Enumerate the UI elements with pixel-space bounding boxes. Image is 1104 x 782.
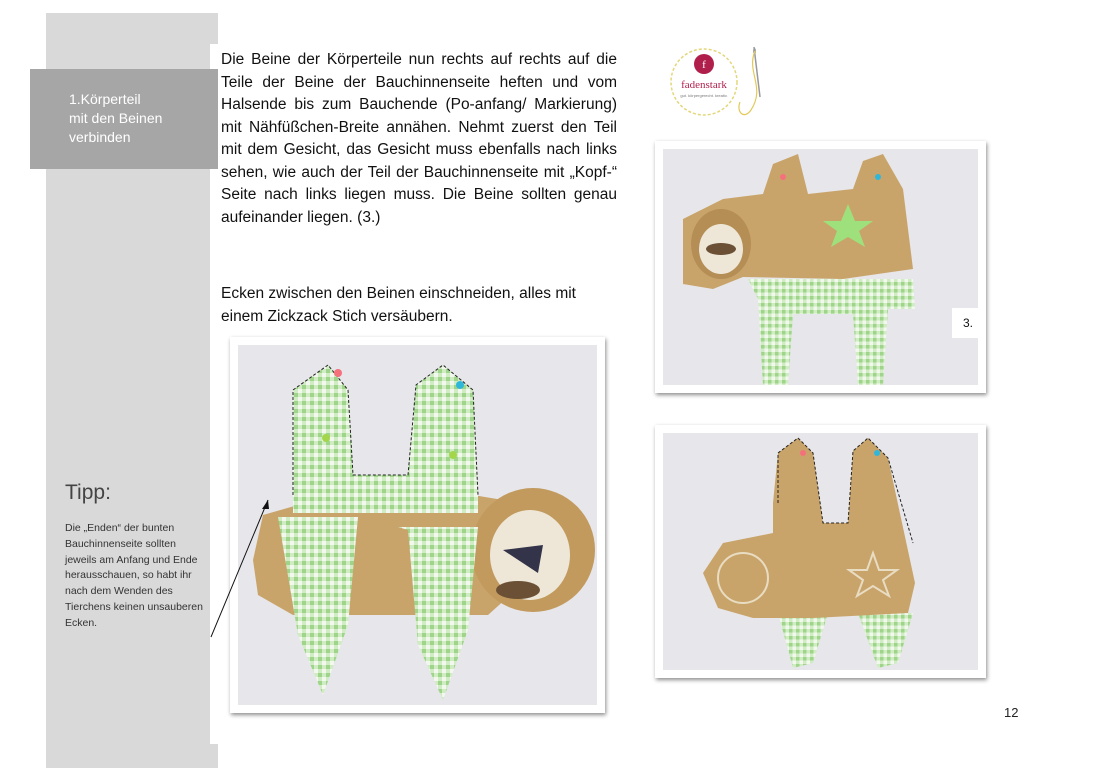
instruction-paragraph-2: Ecken zwischen den Beinen einschneiden, alles mit einem Zickzack Stich versäubern. — [221, 285, 576, 325]
svg-text:f: f — [702, 59, 706, 71]
fadenstark-logo — [666, 42, 776, 122]
photo-main — [230, 337, 605, 713]
photo-label: 3. — [952, 308, 984, 338]
photo-step-3 — [655, 141, 986, 393]
instruction-paragraph-1: Die Beine der Körperteile nun rechts auf rechts auf die Teile der Beine der Bauchinnenseite heften und vom Halsende bis zum Bauchende (Po-anfang/ Markierung) mit Nähfüßchen-Breite annähen. Nehmt zuerst den Teil mit dem Gesicht, das Gesicht muss ebenfalls nach links sehen, wie auch der Teil der Bauchinnenseite mit „Kopf-“ Seite nach links liegen muss. Die Beine sollten genau aufeinander liegen. (3.) — [221, 51, 617, 226]
logo-text: fadenstark — [681, 79, 727, 91]
tip-title: Tipp: — [65, 481, 111, 504]
page-number: 12 — [1004, 705, 1019, 720]
tip-text: Die „Enden“ der bunten Bauchinnenseite sollten jeweils am Anfang und Ende herausschauen, so habt ihr nach dem Wenden des Tierchens keinen unsauberen Ecken. — [65, 522, 203, 629]
section-heading: 1.Körperteil mit den Beinen verbinden — [69, 91, 163, 145]
photo-step-4 — [655, 425, 986, 678]
logo-tagline: gut. körpergerecht. kreativ. — [680, 93, 728, 98]
